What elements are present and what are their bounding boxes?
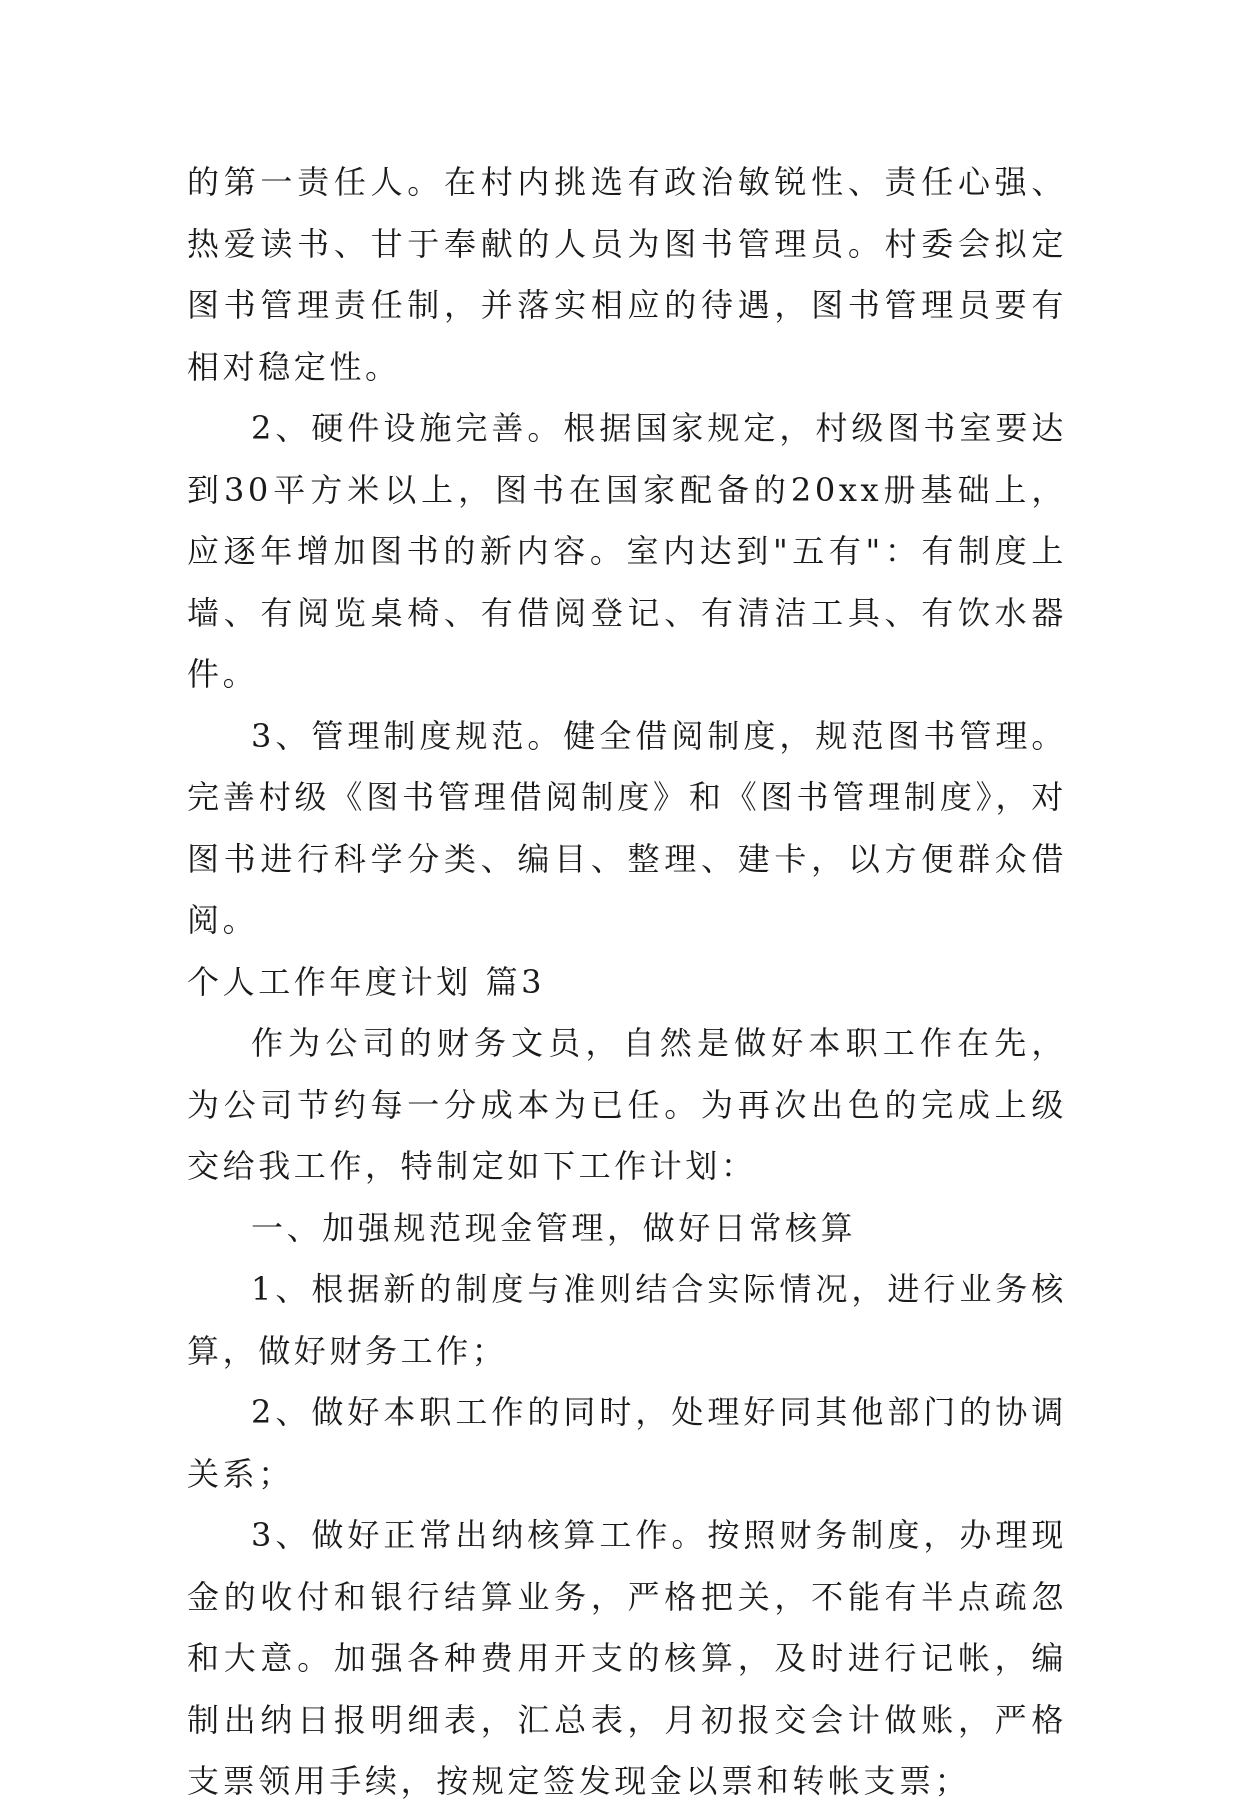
paragraph: 的第一责任人。在村内挑选有政治敏锐性、责任心强、热爱读书、甘于奉献的人员为图书管理员。村委会拟定图书管理责任制，并落实相应的待遇，图书管理员要有相对稳定性。 <box>187 163 1067 386</box>
paragraph: 3、做好正常出纳核算工作。按照财务制度，办理现金的收付和银行结算业务，严格把关，不能有半点疏忽和大意。加强各种费用开支的核算，及时进行记帐，编制出纳日报明细表，汇总表，月初报交会计做账，严格支票领用手续，按规定签发现金以票和转帐支票； <box>187 1516 1067 1800</box>
paragraph: 2、硬件设施完善。根据国家规定，村级图书室要达到30平方米以上，图书在国家配备的20xx册基础上，应逐年增加图书的新内容。室内达到"五有"：有制度上墙、有阅览桌椅、有借阅登记、有清洁工具、有饮水器件。 <box>187 409 1067 693</box>
paragraph: 3、管理制度规范。健全借阅制度，规范图书管理。完善村级《图书管理借阅制度》和《图书管理制度》，对图书进行科学分类、编目、整理、建卡，以方便群众借阅。 <box>187 716 1067 939</box>
paragraph: 2、做好本职工作的同时，处理好同其他部门的协调关系； <box>187 1393 1067 1493</box>
paragraph: 一、加强规范现金管理，做好日常核算 <box>251 1208 857 1247</box>
paragraph: 1、根据新的制度与准则结合实际情况，进行业务核算，做好财务工作； <box>187 1270 1067 1370</box>
paragraph: 作为公司的财务文员，自然是做好本职工作在先，为公司节约每一分成本为已任。为再次出色的完成上级交给我工作，特制定如下工作计划： <box>187 1024 1067 1185</box>
section-heading: 个人工作年度计划 篇3 <box>187 962 546 1001</box>
document-body <box>187 152 1067 1813</box>
